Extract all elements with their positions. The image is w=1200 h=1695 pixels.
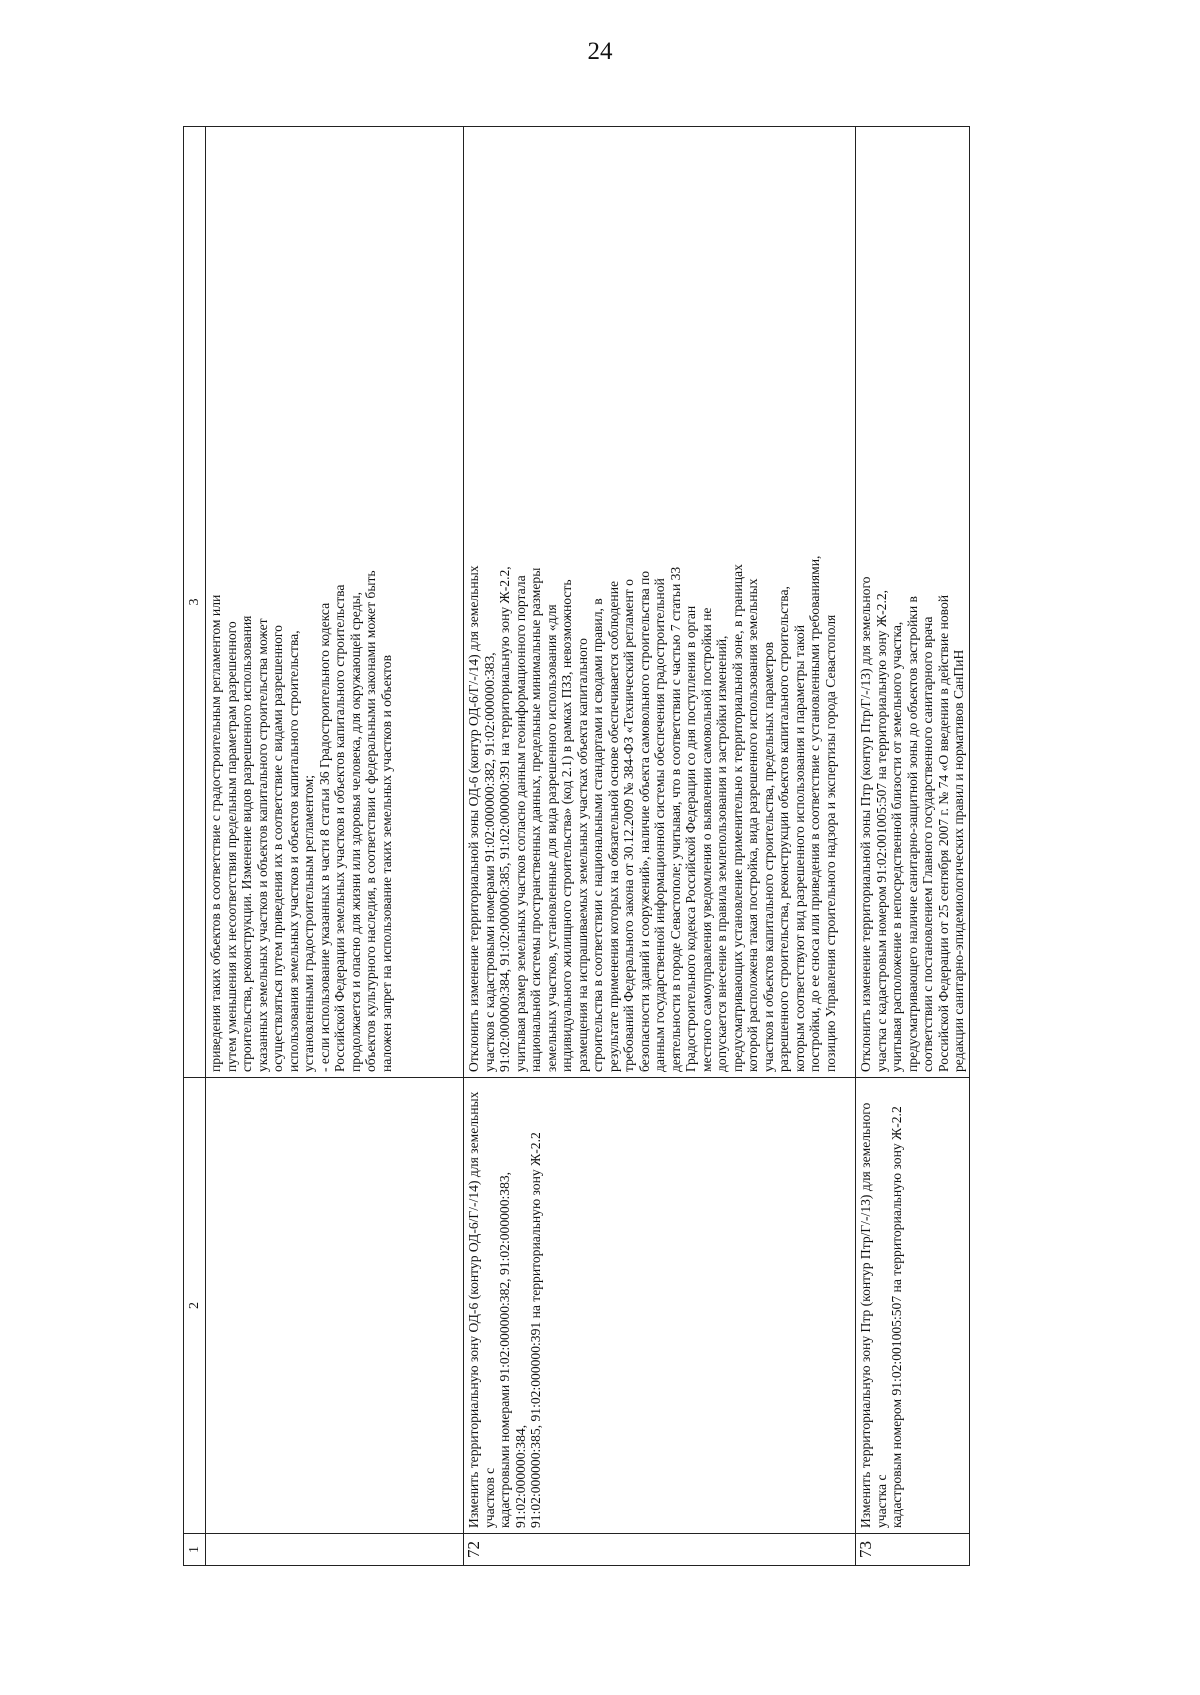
- proposed-change-cell: Изменить территориальную зону Птр (контур Птр/Г/-/13) для земельного участка с кадастровым номером 91:02:001005:507 на территориальную зону Ж-2.2: [856, 1078, 970, 1534]
- row-number: 73: [856, 1534, 970, 1566]
- header-col-3: 3: [184, 127, 206, 1078]
- row-number: [206, 1534, 464, 1566]
- decision-cell: Отклонить изменение территориальной зоны ОД-6 (контур ОД-6/Г/-/14) для земельных участков с кадастровыми номерами 91:02:000000:382, 91:02:000000:383, 91:02:000000:384, 91:02:000000:385, 91:02:000000:391 на территориальную зону Ж-2.2, учитывая размер земельных участков согласно данным геоинформационного портала национальной системы пространственных данных, предельные минимальные размеры земельных участков, установленные для вида разрешенного использования «для индивидуального жилищного строительства» (код 2.1) в рамках ПЗЗ, невозможность размещения на испрашиваемых земельных участках объекта капитального строительства в соответствии с национальными стандартами и сводами правил, в результате применения которых на обязательной основе обеспечивается соблюдение требований Федерального закона от 30.12.2009 № 384-ФЗ «Технический регламент о безопасности зданий и сооружений», наличие объекта самовольного строительства по данным государственной информационной системы обеспечения градостроительной деятельности в городе Севастополе; учитывая, что в соответствии с частью 7 статьи 33 Градостроительного кодекса Российской Федерации со дня поступления в орган местного самоуправления уведомления о выявлении самовольной постройки не допускается внесение в правила землепользования и застройки изменений, предусматривающих установление применительно к территориальной зоне, в границах которой расположена такая постройка, вида разрешенного использования земельных участков и объектов капитального строительства, предельных параметров разрешенного строительства, реконструкции объектов капитального строительства, которым соответствуют вид разрешенного использования и параметры такой постройки, до ее сноса или приведения в соответствие с установленными требованиями, позицию Управления строительного надзора и экспертизы города Севастополя: [464, 127, 856, 1078]
- table-row: [464, 127, 856, 1566]
- table-row: [206, 127, 464, 1566]
- table-row: [856, 127, 970, 1566]
- zoning-changes-table: [183, 126, 970, 1566]
- header-col-1: 1: [184, 1534, 206, 1566]
- decision-cell: приведения таких объектов в соответствие с градостроительным регламентом или путем уменьшения их несоответствия предельным параметрам разрешенного строительства, реконструкции. Изменение видов разрешенного использования указанных земельных участков и объектов капитального строительства может осуществляться путем приведения их в соответствие с видами разрешенного использования земельных участков и объектов капитального строительства, установленными градостроительным регламентом; - если использование указанных в части 8 статьи 36 Градостроительного кодекса Российской Федерации земельных участков и объектов капитального строительства продолжается и опасно для жизни или здоровья человека, для окружающей среды, объектов культурного наследия, в соответствии с федеральными законами может быть наложен запрет на использование таких земельных участков и объектов: [206, 127, 464, 1078]
- table-header-row: [184, 127, 206, 1566]
- header-col-2: 2: [184, 1078, 206, 1534]
- decision-cell: Отклонить изменение территориальной зоны Птр (контур Птр/Г/-/13) для земельного участка с кадастровым номером 91:02:001005:507 на территориальную зону Ж-2.2, учитывая расположение в непосредственной близости от земельного участка, предусматривающего наличие санитарно-защитной зоны до объектов застройки в соответствии с постановлением Главного государственного санитарного врача Российской Федерации от 25 сентября 2007 г. № 74 «О введении в действие новой редакции санитарно-эпидемиологических правил и нормативов СанПиН: [856, 127, 970, 1078]
- row-number: 72: [464, 1534, 856, 1566]
- rotated-table-wrapper: [183, 126, 966, 1566]
- page-number: 24: [587, 38, 613, 65]
- proposed-change-cell: Изменить территориальную зону ОД-6 (контур ОД-6/Г/-/14) для земельных участков с кадастровыми номерами 91:02:000000:382, 91:02:000000:383, 91:02:000000:384, 91:02:000000:385, 91:02:000000:391 на территориальную зону Ж-2.2: [464, 1078, 856, 1534]
- proposed-change-cell: [206, 1078, 464, 1534]
